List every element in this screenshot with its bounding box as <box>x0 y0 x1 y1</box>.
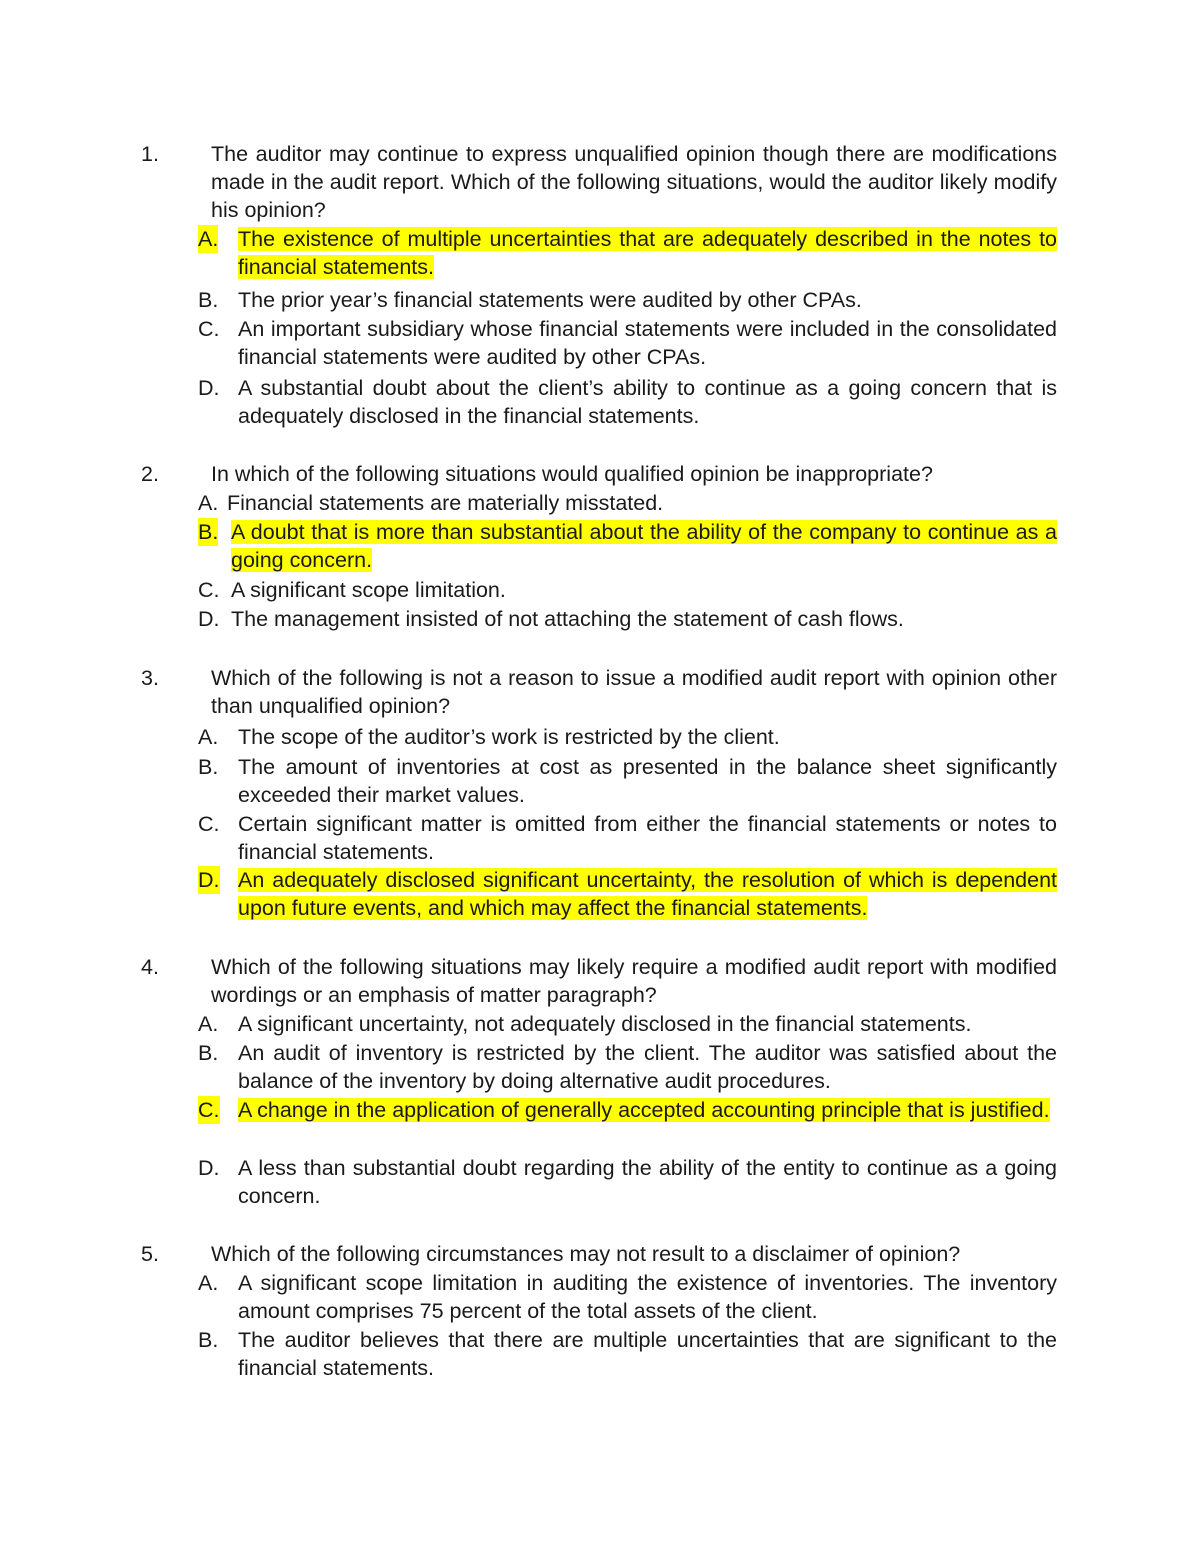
option-letter: D. <box>198 868 220 892</box>
option-text: The scope of the auditor’s work is restricted by the client. <box>238 725 780 749</box>
option-text: The management insisted of not attaching the statement of cash flows. <box>231 607 904 631</box>
option-letter: C. <box>198 317 220 341</box>
highlighted-answer: An adequately disclosed significant uncertainty, the resolution of which is dependent upon future events, and which may affect the financial statements. <box>238 868 1057 920</box>
question-text: The auditor may continue to express unqualified opinion though there are modifications made in the audit report. Which of the following situations, would the auditor likely modify his opinion? <box>211 142 1057 222</box>
option-letter: A. <box>198 1012 219 1036</box>
option-letter: D. <box>198 1156 220 1180</box>
option-text: Certain significant matter is omitted from either the financial statements or notes to financial statements. <box>238 812 1057 864</box>
question-text: In which of the following situations would qualified opinion be inappropriate? <box>211 462 933 486</box>
option-letter: B. <box>198 1041 219 1065</box>
option-text: The auditor believes that there are multiple uncertainties that are significant to the financial statements. <box>238 1328 1057 1380</box>
question-text: Which of the following is not a reason to issue a modified audit report with opinion other than unqualified opinion? <box>211 666 1057 718</box>
option-letter: D. <box>198 607 220 631</box>
option-text: A significant scope limitation in auditing the existence of inventories. The inventory amount comprises 75 percent of the total assets of the client. <box>238 1271 1057 1323</box>
option-letter: C. <box>198 1098 220 1122</box>
option-text: The amount of inventories at cost as presented in the balance sheet significantly exceeded their market values. <box>238 755 1057 807</box>
option-letter: A. <box>198 725 219 749</box>
option-text: An audit of inventory is restricted by the client. The auditor was satisfied about the balance of the inventory by doing alternative audit procedures. <box>238 1041 1057 1093</box>
highlighted-answer: A doubt that is more than substantial about the ability of the company to continue as a going concern. <box>231 520 1057 572</box>
question-text: Which of the following situations may likely require a modified audit report with modified wordings or an emphasis of matter paragraph? <box>211 955 1057 1007</box>
option-text <box>231 518 1057 574</box>
highlighted-answer: A change in the application of generally accepted accounting principle that is justified. <box>238 1098 1050 1122</box>
option-letter: C. <box>198 578 220 602</box>
option-letter: B. <box>198 520 219 544</box>
option-text: A substantial doubt about the client’s ability to continue as a going concern that is adequately disclosed in the financial statements. <box>238 376 1057 428</box>
option-letter: A. <box>198 227 219 251</box>
option-text <box>238 866 1057 922</box>
option-letter: D. <box>198 376 220 400</box>
option-letter: A. <box>198 491 219 515</box>
question-number: 4. <box>141 955 159 979</box>
option-text: A less than substantial doubt regarding the ability of the entity to continue as a going concern. <box>238 1156 1057 1208</box>
question-number: 3. <box>141 666 159 690</box>
option-text <box>238 1096 1057 1124</box>
option-letter: C. <box>198 812 220 836</box>
option-text: The prior year’s financial statements were audited by other CPAs. <box>238 288 862 312</box>
highlighted-answer: The existence of multiple uncertainties that are adequately described in the notes to financial statements. <box>238 227 1057 279</box>
question-number: 1. <box>141 142 159 166</box>
option-text: An important subsidiary whose financial statements were included in the consolidated financial statements were audited by other CPAs. <box>238 317 1057 369</box>
option-letter: A. <box>198 1271 219 1295</box>
question-text: Which of the following circumstances may not result to a disclaimer of opinion? <box>211 1242 961 1266</box>
option-letter: B. <box>198 1328 219 1352</box>
option-letter: B. <box>198 755 219 779</box>
option-text: A significant uncertainty, not adequately disclosed in the financial statements. <box>238 1012 972 1036</box>
question-number: 2. <box>141 462 159 486</box>
option-text: Financial statements are materially misstated. <box>227 491 664 515</box>
option-letter: B. <box>198 288 219 312</box>
option-text: A significant scope limitation. <box>231 578 506 602</box>
question-number: 5. <box>141 1242 159 1266</box>
option-text <box>238 225 1057 281</box>
